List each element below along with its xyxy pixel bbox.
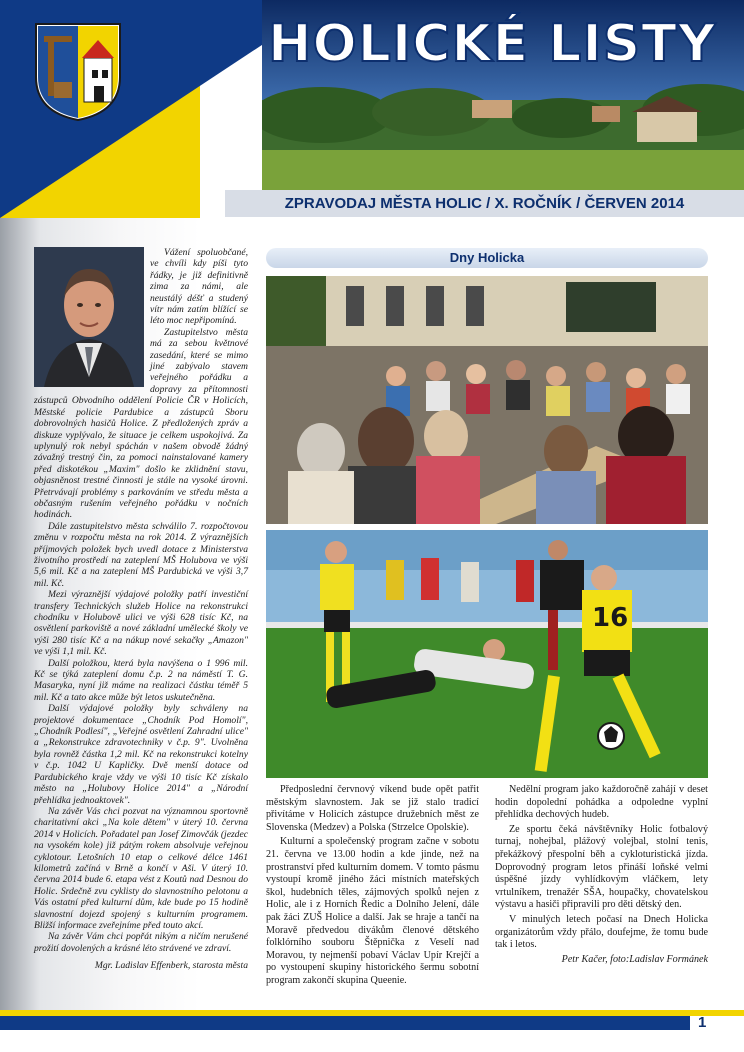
article-credit: Petr Kačer, foto:Ladislav Formánek [561, 953, 708, 965]
page-footer [0, 1010, 744, 1052]
editorial-paragraph: Zastupitelstvo města má za sebou květnové zasedání, které se mimo jiné zabývalo stavem veřejného pořádku a dopravy za přítomnosti zástupců Obvodního oddělení Policie ČR v Holicích, Městské policie Pardubice a zástupců Sboru dobrovolných hasičů Holice. Z předložených zpráv a diskuze vyplývalo, že situace je celkem uspokojivá. Za uplynulý rok nebyl spáchán v našem obvodě žádný závažný trestný čin, za pomoci nainstalované kamery před diskotékou „Maxim" došlo ke zklidnění stavu, objasněnost trestné činnosti je stále na vysoké úrovni. Přetrvávají problémy s parkováním ve středu města a občasným rušením veřejného pořádku v nočních hodinách. [34, 326, 248, 521]
article-paragraph: V minulých letech počasí na Dnech Holicka organizátorům vždy přálo, doufejme, že tomu bude tak i letos. [495, 913, 708, 951]
editorial-signature: Mgr. Ladislav Effenberk, starosta města [94, 960, 248, 972]
page-number: 1 [698, 1014, 707, 1031]
footer-blue-band [0, 1016, 690, 1030]
town-crest-icon [34, 22, 122, 122]
editorial-paragraph: Další výdajové položky byly schváleny na projektové dokumentace „Chodník Pod Homolí", „Chodník Podlesí", „Veřejné osvětlení Zahradní ulice" a „Rekonstrukce zdravotechniky v č.p. 9". Uvolněna byla rovněž částka 1,2 mil. Kč na rekonstrukci kotelny v č.p. 1042 U Kapličky. Dvě menší dotace od Pardubického kraje vždy ve výši 10 tisíc Kč získalo město na „Holubovy Holice 2014" a „Národní přehlídka jednoaktovek". [34, 703, 248, 806]
editorial-paragraph: Další položkou, která byla navýšena o 1 996 mil. Kč se týká zateplení domu č.p. 2 na náměstí T. G. Masaryka, nyní již máme na realizaci částku téměř 5 mil. Kč a tato akce může být letos uskutečněna. [34, 657, 248, 703]
jersey-number: 16 [592, 603, 629, 633]
editorial-paragraph: Na závěr Vás chci pozvat na významnou sportovně charitativní akci „Na kole dětem" v úterý 10. června 2014 v Holicích. Pořadatel pan Josef Zimovčák (jezdec na vysokém kole) již pátým rokem absolvuje veřejnou cyklotour. Letošních 10 etap o celkové délce 1461 kilometrů začíná v Brně a končí v Aši. V úterý 10. června 2014 bude 6. etapa vést z Koutů nad Desnou do Holic. Srdečně zvu cyklisty do slavnostního pelotonu a Vás ostatní před kulturní dům, kde bude po 15 hodině slavnostní dojezd spojený s kulturním programem. Bližší informace zveřejníme před touto akcí. [34, 805, 248, 931]
football-match-photo [266, 530, 708, 778]
article-paragraph: Ze sportu čeká návštěvníky Holic fotbalový turnaj, nohejbal, plážový volejbal, stolní tenis, překážkový přespolní běh a cykloturistická jízda. Doprovodný program letos přináší loňské velmi úspěšné jízdy vyhlídkovým vláčkem, lety vrtulníkem, trenažér SŠA, houpačky, chovatelskou výstavu a hasiči připravili pro děti dětský den. [495, 823, 708, 911]
subtitle-bar [225, 190, 744, 217]
article-paragraph: Nedělní program jako každoročně zahájí v deset hodin dopolední pohádka a odpoledne vyplní přehlídka dechových hudeb. [495, 784, 708, 821]
page-title: HOLICKÉ LISTY [268, 14, 717, 74]
issue-subtitle: ZPRAVODAJ MĚSTA HOLIC / X. ROČNÍK / ČERVEN 2014 [284, 195, 685, 212]
article-paragraph: Předposlední červnový víkend bude opět patřit městským slavnostem. Jak se již stalo tradicí přivítáme v Holicích zástupce družebních měst ze Slovenska (Medzev) a Polska (Strzelce Opolskie). [266, 784, 479, 833]
portrait-spacer [34, 247, 150, 389]
audience-festival-photo [266, 276, 708, 524]
editorial-paragraph: Vážení spoluobčané, ve chvíli kdy píši tyto řádky, je již definitivně zima za námi, ale neustálý déšť a studený vítr nám zatím blížící se léto moc nepřipomíná. [150, 247, 248, 327]
article-body [266, 784, 708, 1006]
editorial-paragraph: Na závěr Vám chci popřát nikým a ničím nerušené prožití dovolených a krásné léto strávené ve zdraví. [34, 931, 248, 954]
masthead [0, 0, 744, 218]
editorial-paragraph: Dále zastupitelstvo města schválilo 7. rozpočtovou změnu v rozpočtu města na rok 2014. Z výraznějších příjmových položek bych uvedl dotace z Ministerstva životního prostředí na zateplení MŠ Holubova ve výši 5,6 mil. Kč a na zateplení MŠ Pardubická ve výši 3,7 mil. Kč. [34, 520, 248, 589]
article-title: Dny Holicka [266, 248, 708, 268]
article-paragraph: Kulturní a společenský program začne v sobotu 21. června ve 13.00 hodin a kde jinde, než na prostranství před kulturním domem. V tomto pásmu vystoupí kromě jiného žáci místních mateřských škol, hudebních těles, zájmových spolků nejen z Holic, ale i z Horních Ředic a Dolního Jelení, dále pak žáci ZUŠ Holice a další. Jak se hraje a tančí na Moravě předvedou divákům členové dětského folklórního souboru Štěpnička z Veselí nad Moravou, ty nejmenší pobaví Václav Upír Krejčí a po vystoupení skupiny historického šermu sobotní program zakončí skupina Queenie. [266, 836, 479, 986]
editorial-paragraph: Mezi výraznější výdajové položky patří investiční transfery Technických služeb Holice na rekonstrukci chodníku v Holubově ulici ve výši 628 tisíc Kč, na osvětlení parkoviště a nové základní umělecké školy ve výši 280 tisíc Kč a na nákup nové sekačky „Amazon" ve výši 1,1 mil. Kč. [34, 589, 248, 658]
mayor-editorial [34, 247, 248, 1007]
